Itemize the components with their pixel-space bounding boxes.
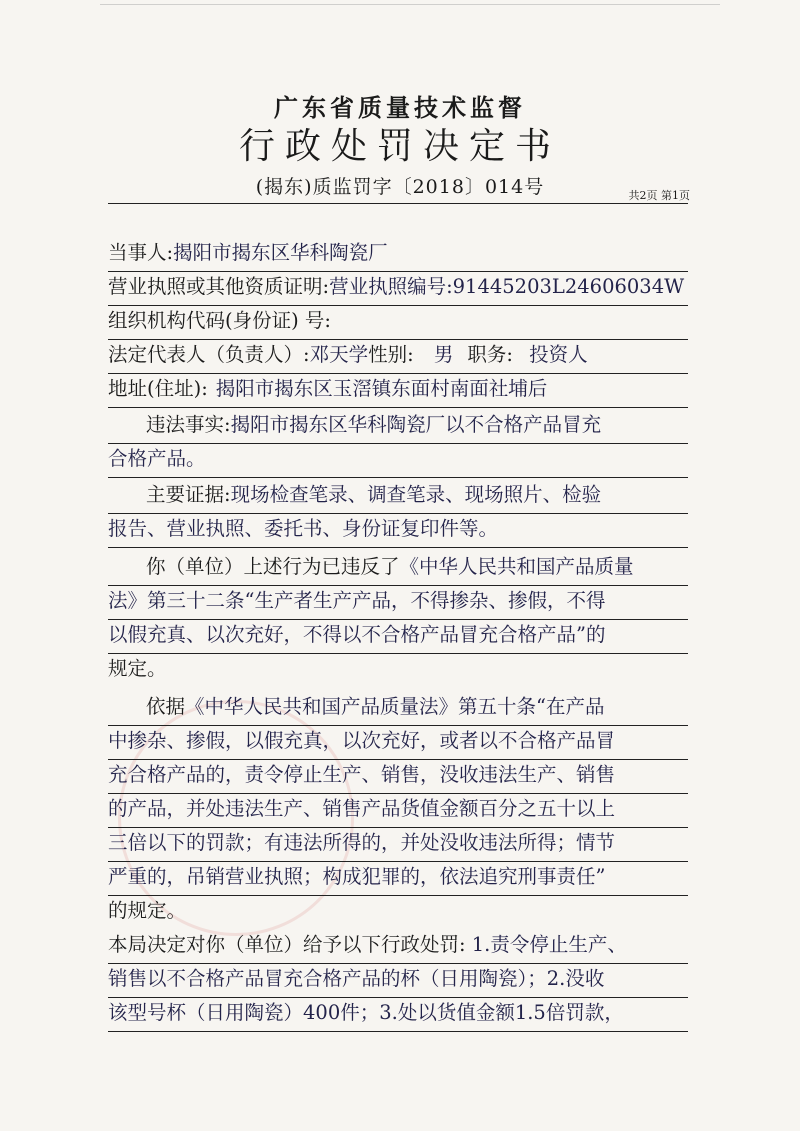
basis-text-7: 的规定。 <box>108 899 187 922</box>
facts-label: 违法事实: <box>146 413 231 436</box>
basis-line-6 <box>108 862 688 896</box>
license-line <box>108 272 688 306</box>
document-title: 行政处罚决定书 <box>238 126 561 167</box>
org-code-label: 组织机构代码(身份证) 号: <box>108 309 331 332</box>
decision-text-2: 销售以不合格产品冒充合格产品的杯（日用陶瓷）；2.没收 <box>108 967 605 990</box>
basis-lead: 依据 <box>146 695 186 718</box>
basis-text-3: 充合格产品的，责令停止生产、销售，没收违法生产、销售 <box>108 763 616 786</box>
basis-text-4: 的产品，并处违法生产、销售产品货值金额百分之五十以上 <box>108 797 616 820</box>
gender-label: 性别: <box>368 343 414 366</box>
violation-text-4: 规定。 <box>108 657 167 680</box>
address-value: 揭阳市揭东区玉滘镇东面村南面社埔后 <box>215 377 548 400</box>
violation-text-2: 法》第三十二条“生产者生产产品，不得掺杂、掺假，不得 <box>108 589 606 612</box>
rep-label: 法定代表人（负责人）: <box>108 343 310 366</box>
basis-line-1 <box>108 692 688 726</box>
basis-text-6: 严重的，吊销营业执照；构成犯罪的，依法追究刑事责任” <box>108 865 606 888</box>
evidence-text-1: 现场检查笔录、调查笔录、现场照片、检验 <box>230 483 602 506</box>
basis-line-5 <box>108 828 688 862</box>
facts-line-2 <box>108 444 688 478</box>
decision-line-2 <box>108 964 688 998</box>
rep-value: 邓天学 <box>309 343 369 366</box>
gender-value: 男 <box>433 343 454 366</box>
basis-line-4 <box>108 794 688 828</box>
basis-text-1: 《中华人民共和国产品质量法》第五十条“在产品 <box>185 695 605 718</box>
job-value: 投资人 <box>529 343 588 366</box>
address-label: 地址(住址): <box>108 377 208 400</box>
license-label: 营业执照或其他资质证明: <box>108 275 330 298</box>
basis-line-7 <box>108 896 688 930</box>
facts-text-2: 合格产品。 <box>108 447 206 470</box>
evidence-line-1 <box>108 480 688 514</box>
page-indicator: 共2页 第1页 <box>628 189 690 202</box>
basis-text-5: 三倍以下的罚款；有违法所得的，并处没收违法所得；情节 <box>108 831 616 854</box>
decision-text-1: 1.责令停止生产、 <box>465 933 627 956</box>
facts-line-1 <box>108 410 688 444</box>
evidence-label: 主要证据: <box>146 483 231 506</box>
violation-line-3 <box>108 620 688 654</box>
facts-text-1: 揭阳市揭东区华科陶瓷厂以不合格产品冒充 <box>230 413 602 436</box>
party-line <box>108 238 688 272</box>
evidence-text-2: 报告、营业执照、委托书、身份证复印件等。 <box>108 517 499 540</box>
party-label: 当事人: <box>108 241 174 264</box>
violation-line-4 <box>108 654 688 688</box>
address-line <box>108 374 688 408</box>
issuing-organization: 广东省质量技术监督 <box>274 93 526 122</box>
decision-text-3: 该型号杯（日用陶瓷）400件；3.处以货值金额1.5倍罚款， <box>108 1001 624 1024</box>
basis-text-2: 中掺杂、掺假，以假充真，以次充好，或者以不合格产品冒 <box>108 729 616 752</box>
representative-line <box>108 340 688 374</box>
license-value: 营业执照编号:91445203L24606034W <box>329 275 685 298</box>
violation-text-3: 以假充真、以次充好，不得以不合格产品冒充合格产品”的 <box>108 623 606 646</box>
org-code-line <box>108 306 688 340</box>
job-label: 职务: <box>467 343 513 366</box>
violation-line-2 <box>108 586 688 620</box>
basis-line-3 <box>108 760 688 794</box>
evidence-line-2 <box>108 514 688 548</box>
basis-line-2 <box>108 726 688 760</box>
violation-text-1: 《中华人民共和国产品质量 <box>399 555 634 578</box>
violation-line-1 <box>108 552 688 586</box>
decision-line-3 <box>108 998 688 1032</box>
document-number: (揭东)质监罚字〔2018〕014号 <box>255 176 545 198</box>
party-value: 揭阳市揭东区华科陶瓷厂 <box>173 241 388 264</box>
decision-lead: 本局决定对你（单位）给予以下行政处罚: <box>108 933 466 956</box>
header-divider <box>108 203 688 204</box>
violation-lead: 你（单位）上述行为已违反了 <box>146 555 400 578</box>
decision-line-1 <box>108 930 688 964</box>
top-edge-line <box>100 4 720 5</box>
